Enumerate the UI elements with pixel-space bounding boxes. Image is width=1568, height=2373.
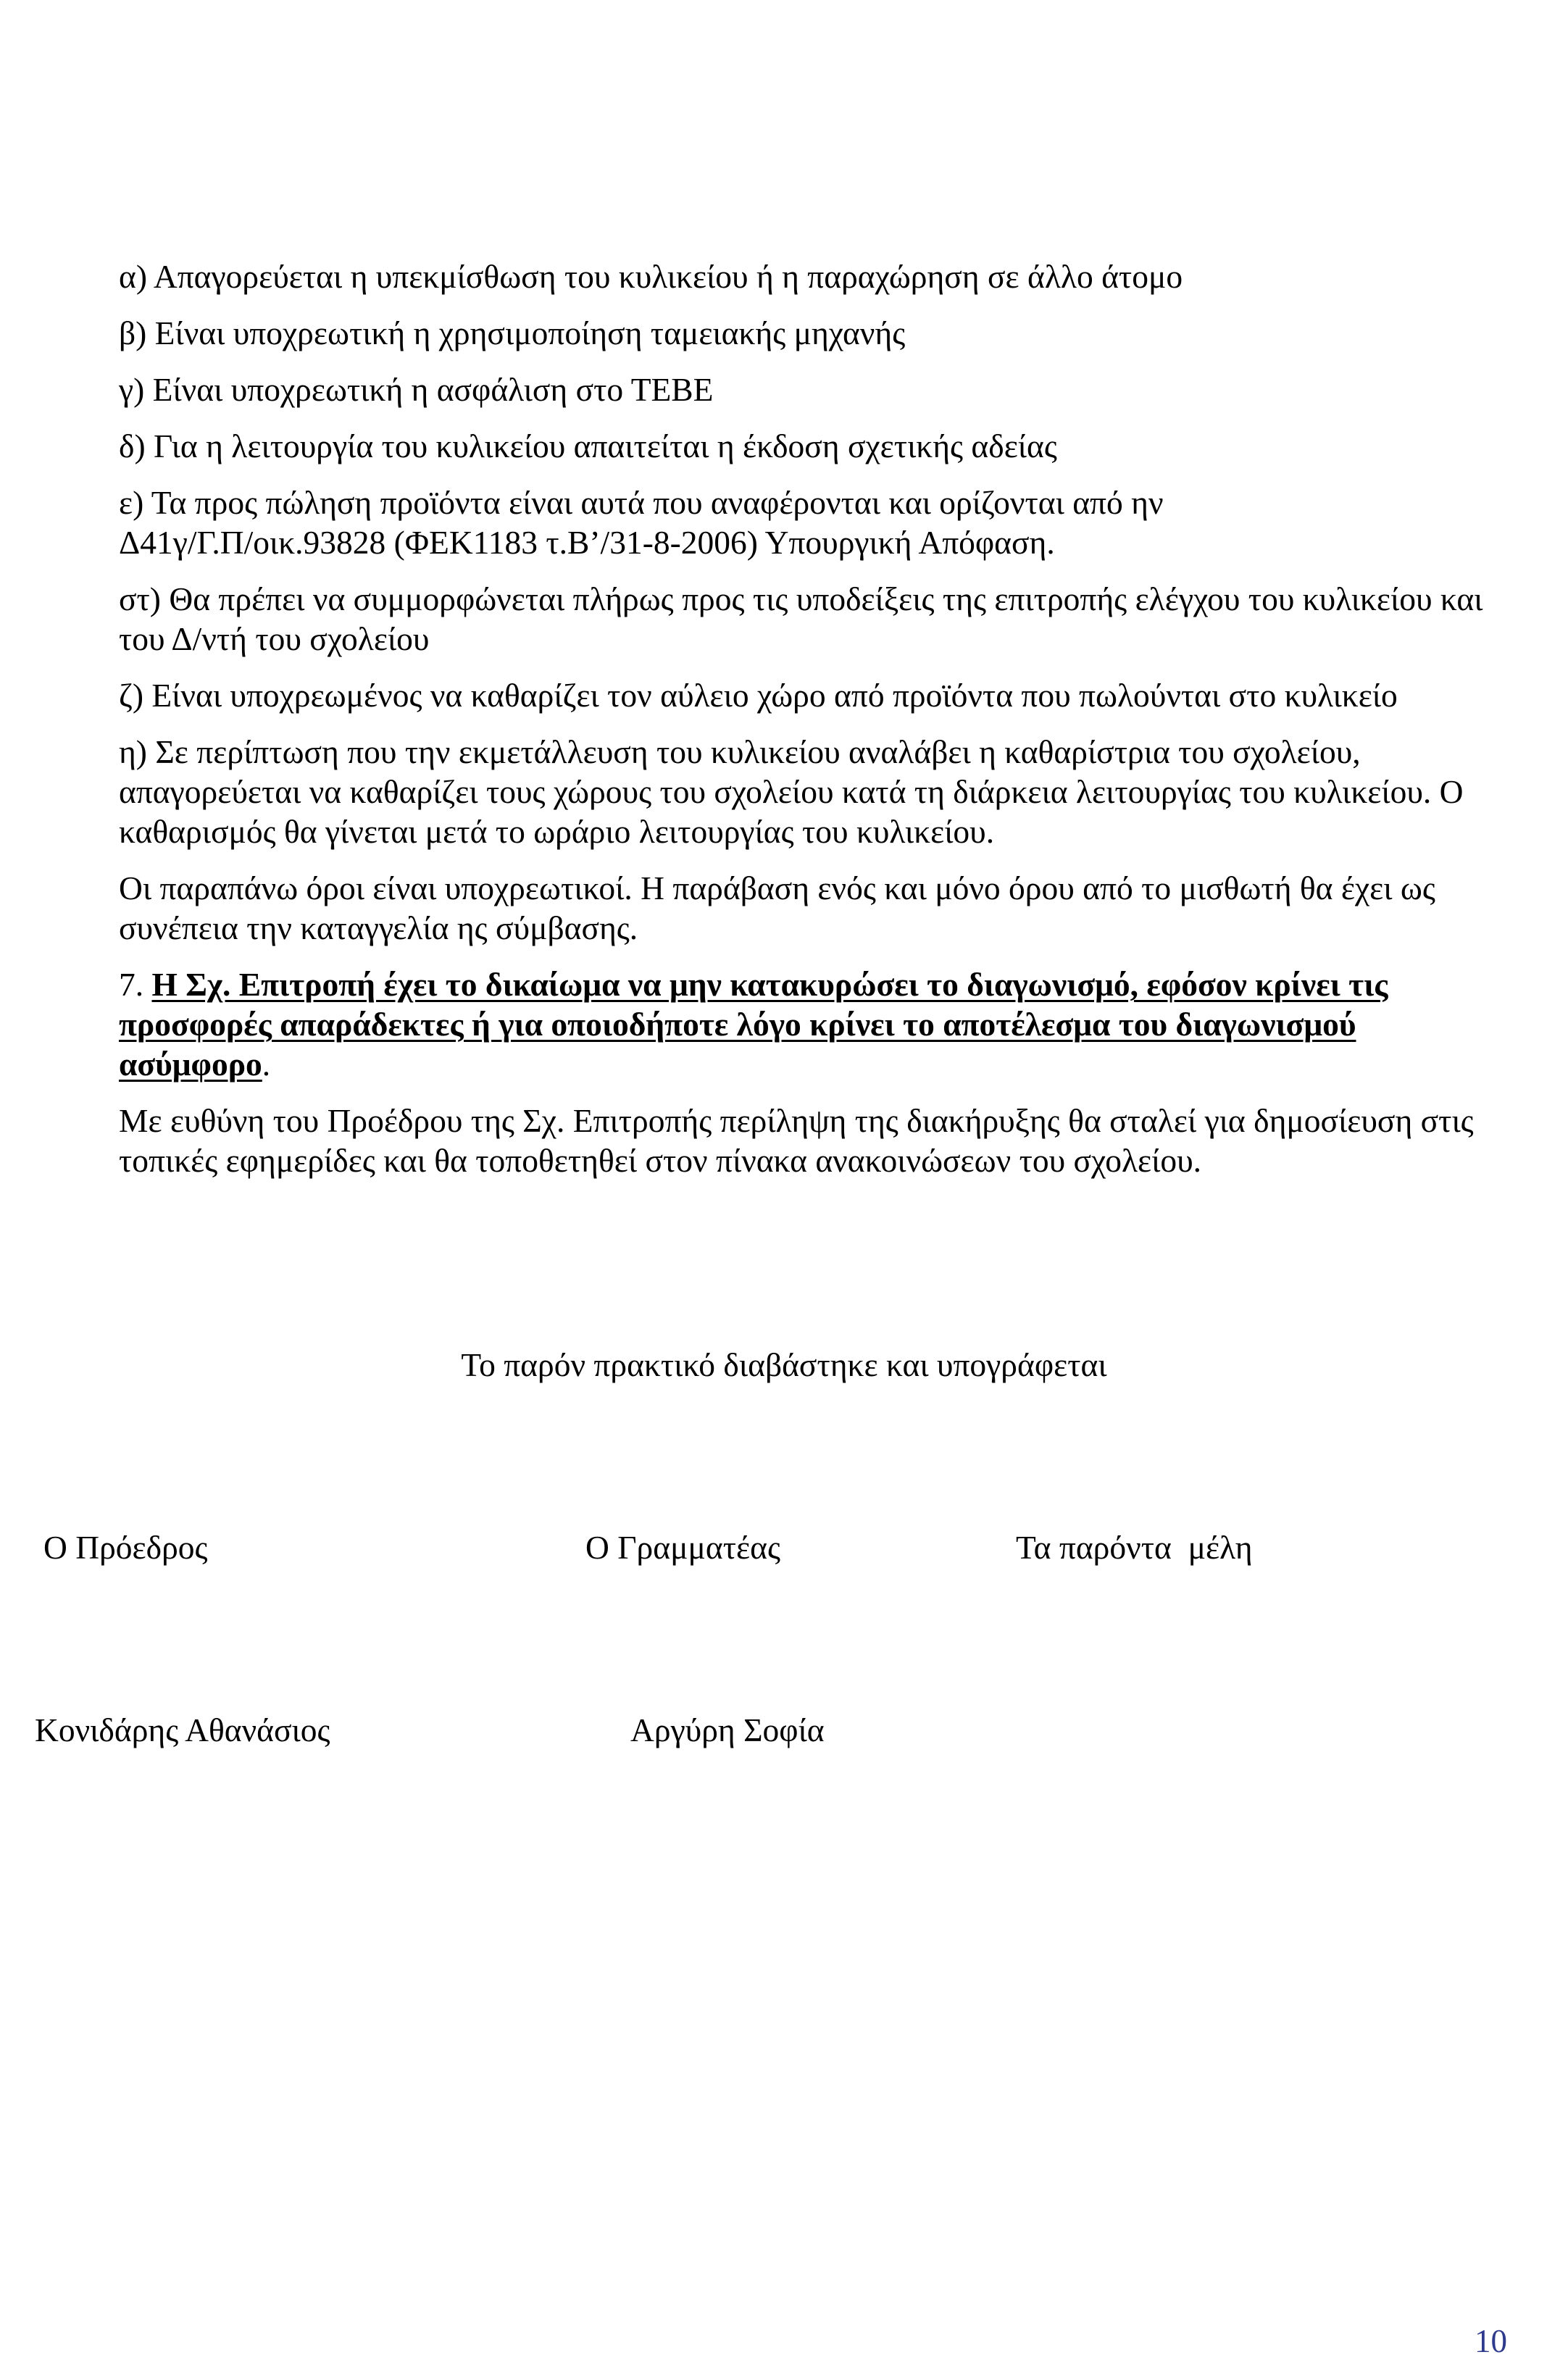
closing-statement: Το παρόν πρακτικό διαβάστηκε και υπογράφεται [461,1346,1107,1383]
condition-d: δ) Για η λειτουργία του κυλικείου απαιτείται η έκδοση σχετικής αδείας [119,428,1057,464]
condition-h: η) Σε περίπτωση που την εκμετάλλευση του κυλικείου αναλάβει η καθαρίστρια του σχολείου, απαγορεύεται να καθαρίζει τους χώρους του σχολείου κατά τη διάρκεια λειτουργίας του κυλικείου. Ο καθαρισμός θα γίνεται μετά το ωράριο λειτουργίας του κυλικείου. [119,733,1464,850]
condition-e-line2: Δ41γ/Γ.Π/οικ.93828 (ΦΕΚ1183 τ.Β’/31-8-2006) Υπουργική Απόφαση. [119,524,1055,561]
item-7-end: . [262,1046,271,1083]
condition-a: α) Απαγορεύεται η υπεκμίσθωση του κυλικείου ή η παραχώρηση σε άλλο άτομο [119,258,1183,295]
members-title: Τα παρόντα μέλη [1016,1529,1253,1566]
condition-b: β) Είναι υποχρεωτική η χρησιμοποίηση ταμειακής μηχανής [119,314,906,351]
condition-st: στ) Θα πρέπει να συμμορφώνεται πλήρως προς τις υποδείξεις της επιτροπής ελέγχου του κυλικείου και του Δ/ντή του σχολείου [119,580,1483,657]
item-7 [119,964,1496,1084]
condition-c: γ) Είναι υποχρεωτική η ασφάλιση στο ΤΕΒΕ [119,371,714,408]
president-name: Κονιδάρης Αθανάσιος [35,1711,330,1748]
condition-e-line1: ε) Τα προς πώληση προϊόντα είναι αυτά που αναφέρονται και ορίζονται από ην [119,484,1164,521]
president-title: Ο Πρόεδρος [43,1529,208,1566]
item-7-emphasized-text: Η Σχ. Επιτροπή έχει το δικαίωμα να μην κατακυρώσει το διαγωνισμό, εφόσον κρίνει τις προσφορές απαράδεκτες ή για οποιοδήποτε λόγο κρίνει το αποτέλεσμα του διαγωνισμού ασύμφορο [119,966,1388,1083]
mandatory-note: Οι παραπάνω όροι είναι υποχρεωτικοί. Η παράβαση ενός και μόνο όρου από το μισθωτή θα έχει ως συνέπεια την καταγγελία ης σύμβασης. [119,869,1435,946]
condition-z: ζ) Είναι υποχρεωμένος να καθαρίζει τον αύλειο χώρο από προϊόντα που πωλούνται στο κυλικείο [119,677,1398,714]
secretary-title: Ο Γραμματέας [585,1529,780,1566]
item-7-number: 7. [119,966,152,1003]
document-body [119,257,1496,1197]
publication-note: Με ευθύνη του Προέδρου της Σχ. Επιτροπής περίληψη της διακήρυξης θα σταλεί για δημοσίευση στις τοπικές εφημερίδες και θα τοποθετηθεί στον πίνακα ανακοινώσεων του σχολείου. [119,1102,1474,1179]
secretary-name: Αργύρη Σοφία [630,1711,825,1748]
condition-e [119,483,1496,562]
page-number: 10 [1475,2323,1507,2359]
